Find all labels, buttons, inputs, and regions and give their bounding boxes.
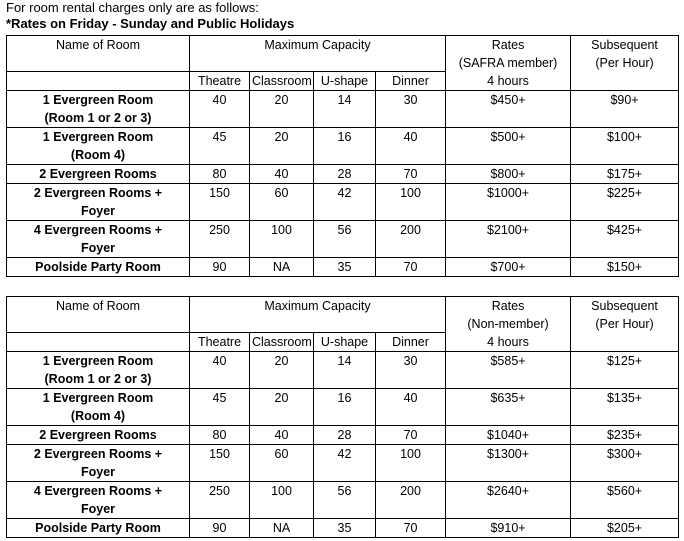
room-name [7, 91, 190, 128]
room-name-line: Foyer [80, 465, 116, 479]
room-name-line: (Room 4) [70, 409, 126, 423]
rates-header: Rates (SAFRA member) 4 hours [446, 36, 571, 91]
theatre-capacity: 80 [190, 165, 250, 184]
dinner-capacity: 70 [376, 426, 446, 445]
room-name-line: Foyer [80, 204, 116, 218]
theatre-capacity: 90 [190, 258, 250, 277]
ushape-capacity: 14 [314, 352, 376, 389]
table-row [7, 258, 679, 277]
table-body [7, 91, 679, 277]
room-name [7, 426, 190, 445]
dinner-header: Dinner [376, 333, 446, 352]
classroom-capacity: 20 [250, 352, 314, 389]
classroom-header: Classroom [250, 333, 314, 352]
subsequent-rate: $225+ [571, 184, 679, 221]
subsequent-rate: $560+ [571, 482, 679, 519]
dinner-capacity: 30 [376, 91, 446, 128]
table-row [7, 221, 679, 258]
room-name-line: Poolside Party Room [35, 521, 161, 535]
table-row [7, 482, 679, 519]
room-name-line: (Room 1 or 2 or 3) [44, 372, 152, 386]
table-row [7, 128, 679, 165]
room-name-line: Foyer [80, 502, 116, 516]
subsequent-rate: $150+ [571, 258, 679, 277]
classroom-capacity: 20 [250, 128, 314, 165]
classroom-header: Classroom [250, 72, 314, 91]
maximum-capacity-header: Maximum Capacity [190, 36, 446, 72]
rates-header: Rates (Non-member) 4 hours [446, 297, 571, 352]
classroom-capacity: NA [250, 519, 314, 538]
theatre-capacity: 40 [190, 91, 250, 128]
ushape-capacity: 56 [314, 482, 376, 519]
room-name [7, 258, 190, 277]
room-name [7, 221, 190, 258]
theatre-capacity: 250 [190, 482, 250, 519]
ushape-header: U-shape [314, 72, 376, 91]
dinner-capacity: 100 [376, 445, 446, 482]
subsequent-header: Subsequent (Per Hour) [571, 36, 679, 91]
theatre-capacity: 150 [190, 184, 250, 221]
four-hour-rate: $585+ [446, 352, 571, 389]
dinner-header: Dinner [376, 72, 446, 91]
theatre-header: Theatre [190, 72, 250, 91]
room-name [7, 389, 190, 426]
ushape-capacity: 35 [314, 519, 376, 538]
classroom-capacity: 60 [250, 184, 314, 221]
dinner-capacity: 70 [376, 258, 446, 277]
room-name-line: 2 Evergreen Rooms + [33, 186, 163, 200]
room-name [7, 519, 190, 538]
ushape-capacity: 16 [314, 389, 376, 426]
header-row [7, 36, 679, 72]
rate-qualifier: (Non-member) [467, 317, 549, 331]
classroom-capacity: 40 [250, 426, 314, 445]
table-row [7, 445, 679, 482]
ushape-capacity: 42 [314, 184, 376, 221]
blank-cell [7, 72, 190, 91]
intro [6, 0, 294, 32]
header-row [7, 297, 679, 333]
room-name-line: (Room 1 or 2 or 3) [44, 111, 152, 125]
room-name-line: 1 Evergreen Room [42, 354, 154, 368]
theatre-capacity: 80 [190, 426, 250, 445]
dinner-capacity: 100 [376, 184, 446, 221]
four-hour-rate: $1040+ [446, 426, 571, 445]
subsequent-rate: $175+ [571, 165, 679, 184]
room-name [7, 445, 190, 482]
ushape-capacity: 56 [314, 221, 376, 258]
subsequent-rate: $90+ [571, 91, 679, 128]
room-name [7, 165, 190, 184]
room-name-line: 2 Evergreen Rooms [39, 428, 157, 442]
four-hour-rate: $2640+ [446, 482, 571, 519]
four-hour-rate: $500+ [446, 128, 571, 165]
table-row [7, 91, 679, 128]
subsequent-rate: $125+ [571, 352, 679, 389]
rate-qualifier: (SAFRA member) [458, 56, 558, 70]
blank-cell [7, 333, 190, 352]
ushape-header: U-shape [314, 333, 376, 352]
rates-note: *Rates on Friday - Sunday and Public Holidays [6, 16, 295, 31]
theatre-capacity: 250 [190, 221, 250, 258]
subsequent-rate: $235+ [571, 426, 679, 445]
subsequent-rate: $300+ [571, 445, 679, 482]
ushape-capacity: 28 [314, 165, 376, 184]
subsequent-rate: $135+ [571, 389, 679, 426]
theatre-capacity: 40 [190, 352, 250, 389]
ushape-capacity: 14 [314, 91, 376, 128]
four-hour-rate: $910+ [446, 519, 571, 538]
table-row [7, 426, 679, 445]
subsequent-rate: $205+ [571, 519, 679, 538]
name-of-room-header: Name of Room [7, 297, 190, 333]
name-of-room-header: Name of Room [7, 36, 190, 72]
table-row [7, 165, 679, 184]
ushape-capacity: 28 [314, 426, 376, 445]
subsequent-header: Subsequent (Per Hour) [571, 297, 679, 352]
room-name [7, 128, 190, 165]
room-name-line: 1 Evergreen Room [42, 93, 154, 107]
dinner-capacity: 200 [376, 221, 446, 258]
room-name-line: 4 Evergreen Rooms + [33, 484, 163, 498]
four-hour-rate: $635+ [446, 389, 571, 426]
four-hour-rate: $1300+ [446, 445, 571, 482]
theatre-capacity: 45 [190, 389, 250, 426]
room-name-line: Poolside Party Room [35, 260, 161, 274]
room-name [7, 482, 190, 519]
member-rates-table [6, 35, 679, 277]
theatre-capacity: 150 [190, 445, 250, 482]
four-hour-rate: $450+ [446, 91, 571, 128]
room-name-line: Foyer [80, 241, 116, 255]
room-name [7, 352, 190, 389]
dinner-capacity: 200 [376, 482, 446, 519]
ushape-capacity: 42 [314, 445, 376, 482]
room-name-line: (Room 4) [70, 148, 126, 162]
table-body [7, 352, 679, 538]
subsequent-rate: $425+ [571, 221, 679, 258]
four-hour-rate: $700+ [446, 258, 571, 277]
four-hour-rate: $2100+ [446, 221, 571, 258]
room-name-line: 2 Evergreen Rooms + [33, 447, 163, 461]
subsequent-rate: $100+ [571, 128, 679, 165]
table-row [7, 519, 679, 538]
table-row [7, 352, 679, 389]
table-row [7, 389, 679, 426]
room-name [7, 184, 190, 221]
room-name-line: 1 Evergreen Room [42, 391, 154, 405]
four-hour-rate: $1000+ [446, 184, 571, 221]
dinner-capacity: 40 [376, 389, 446, 426]
dinner-capacity: 40 [376, 128, 446, 165]
room-name-line: 1 Evergreen Room [42, 130, 154, 144]
classroom-capacity: 20 [250, 389, 314, 426]
intro-line: For room rental charges only are as follows: [6, 0, 259, 15]
theatre-capacity: 45 [190, 128, 250, 165]
classroom-capacity: NA [250, 258, 314, 277]
non-member-rates-table [6, 296, 679, 538]
classroom-capacity: 40 [250, 165, 314, 184]
classroom-capacity: 100 [250, 482, 314, 519]
classroom-capacity: 60 [250, 445, 314, 482]
theatre-header: Theatre [190, 333, 250, 352]
classroom-capacity: 100 [250, 221, 314, 258]
table-row [7, 184, 679, 221]
ushape-capacity: 35 [314, 258, 376, 277]
dinner-capacity: 70 [376, 519, 446, 538]
theatre-capacity: 90 [190, 519, 250, 538]
dinner-capacity: 70 [376, 165, 446, 184]
dinner-capacity: 30 [376, 352, 446, 389]
four-hour-rate: $800+ [446, 165, 571, 184]
ushape-capacity: 16 [314, 128, 376, 165]
room-name-line: 4 Evergreen Rooms + [33, 223, 163, 237]
classroom-capacity: 20 [250, 91, 314, 128]
maximum-capacity-header: Maximum Capacity [190, 297, 446, 333]
room-name-line: 2 Evergreen Rooms [39, 167, 157, 181]
